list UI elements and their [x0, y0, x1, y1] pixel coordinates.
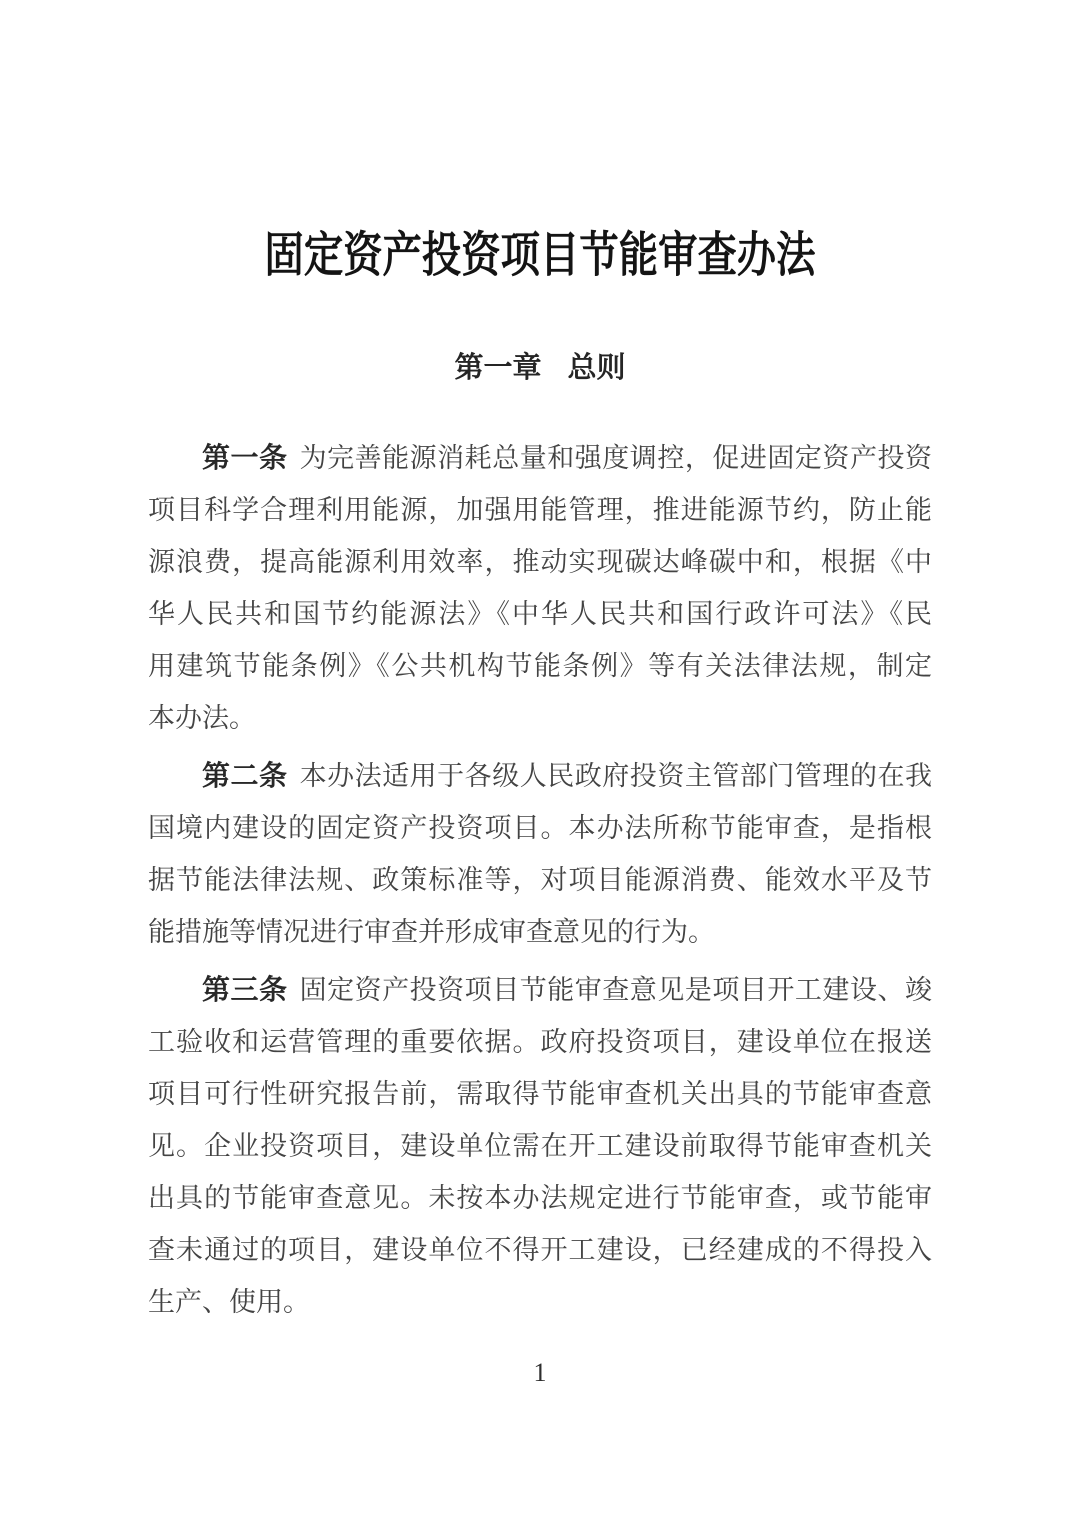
article-3-line-5: 出具的节能审查意见。未按本办法规定进行节能审查，或节能审	[148, 1183, 932, 1213]
article-1	[148, 432, 932, 744]
chapter-number: 第一章	[454, 352, 542, 384]
chapter-heading	[148, 350, 932, 386]
article-2-line-2: 国境内建设的固定资产投资项目。本办法所称节能审查，是指根	[148, 813, 932, 843]
article-1-line-3: 源浪费，提高能源利用效率，推动实现碳达峰碳中和，根据《中	[148, 547, 932, 577]
page-number: 1	[533, 1358, 547, 1387]
article-2	[148, 750, 932, 958]
article-1-line-1-text: 为完善能源消耗总量和强度调控，促进固定资产投资	[299, 443, 932, 473]
article-1-line-5: 用建筑节能条例》《公共机构节能条例》等有关法律法规，制定	[148, 651, 932, 681]
article-1-line-4: 华人民共和国节约能源法》《中华人民共和国行政许可法》《民	[148, 599, 932, 629]
article-3-line-3: 项目可行性研究报告前，需取得节能审查机关出具的节能审查意	[148, 1079, 932, 1109]
article-3-line-2: 工验收和运营管理的重要依据。政府投资项目，建设单位在报送	[148, 1027, 932, 1057]
article-2-line-1	[148, 750, 932, 802]
article-2-label: 第二条	[202, 760, 288, 791]
chapter-name: 总则	[567, 352, 626, 384]
document-title-text: 固定资产投资项目节能审查办法	[264, 229, 816, 282]
article-3-line-1	[148, 964, 932, 1016]
document-body	[148, 432, 932, 1328]
article-1-label: 第一条	[202, 442, 288, 473]
article-3-line-4: 见。企业投资项目，建设单位需在开工建设前取得节能审查机关	[148, 1131, 932, 1161]
document-title	[148, 0, 932, 284]
article-3-line-7: 生产、使用。	[148, 1287, 310, 1317]
article-1-line-6: 本办法。	[148, 703, 256, 733]
article-2-line-4: 能措施等情况进行审查并形成审查意见的行为。	[148, 917, 715, 947]
article-1-line-2: 项目科学合理利用能源，加强用能管理，推进能源节约，防止能	[148, 495, 932, 525]
article-2-line-1-text: 本办法适用于各级人民政府投资主管部门管理的在我	[299, 761, 932, 791]
article-3-line-1-text: 固定资产投资项目节能审查意见是项目开工建设、竣	[299, 975, 932, 1005]
article-2-line-3: 据节能法律法规、政策标准等，对项目能源消费、能效水平及节	[148, 865, 932, 895]
article-3	[148, 964, 932, 1328]
article-1-line-1	[148, 432, 932, 484]
article-3-line-6: 查未通过的项目，建设单位不得开工建设，已经建成的不得投入	[148, 1235, 932, 1265]
article-3-label: 第三条	[202, 974, 288, 1005]
